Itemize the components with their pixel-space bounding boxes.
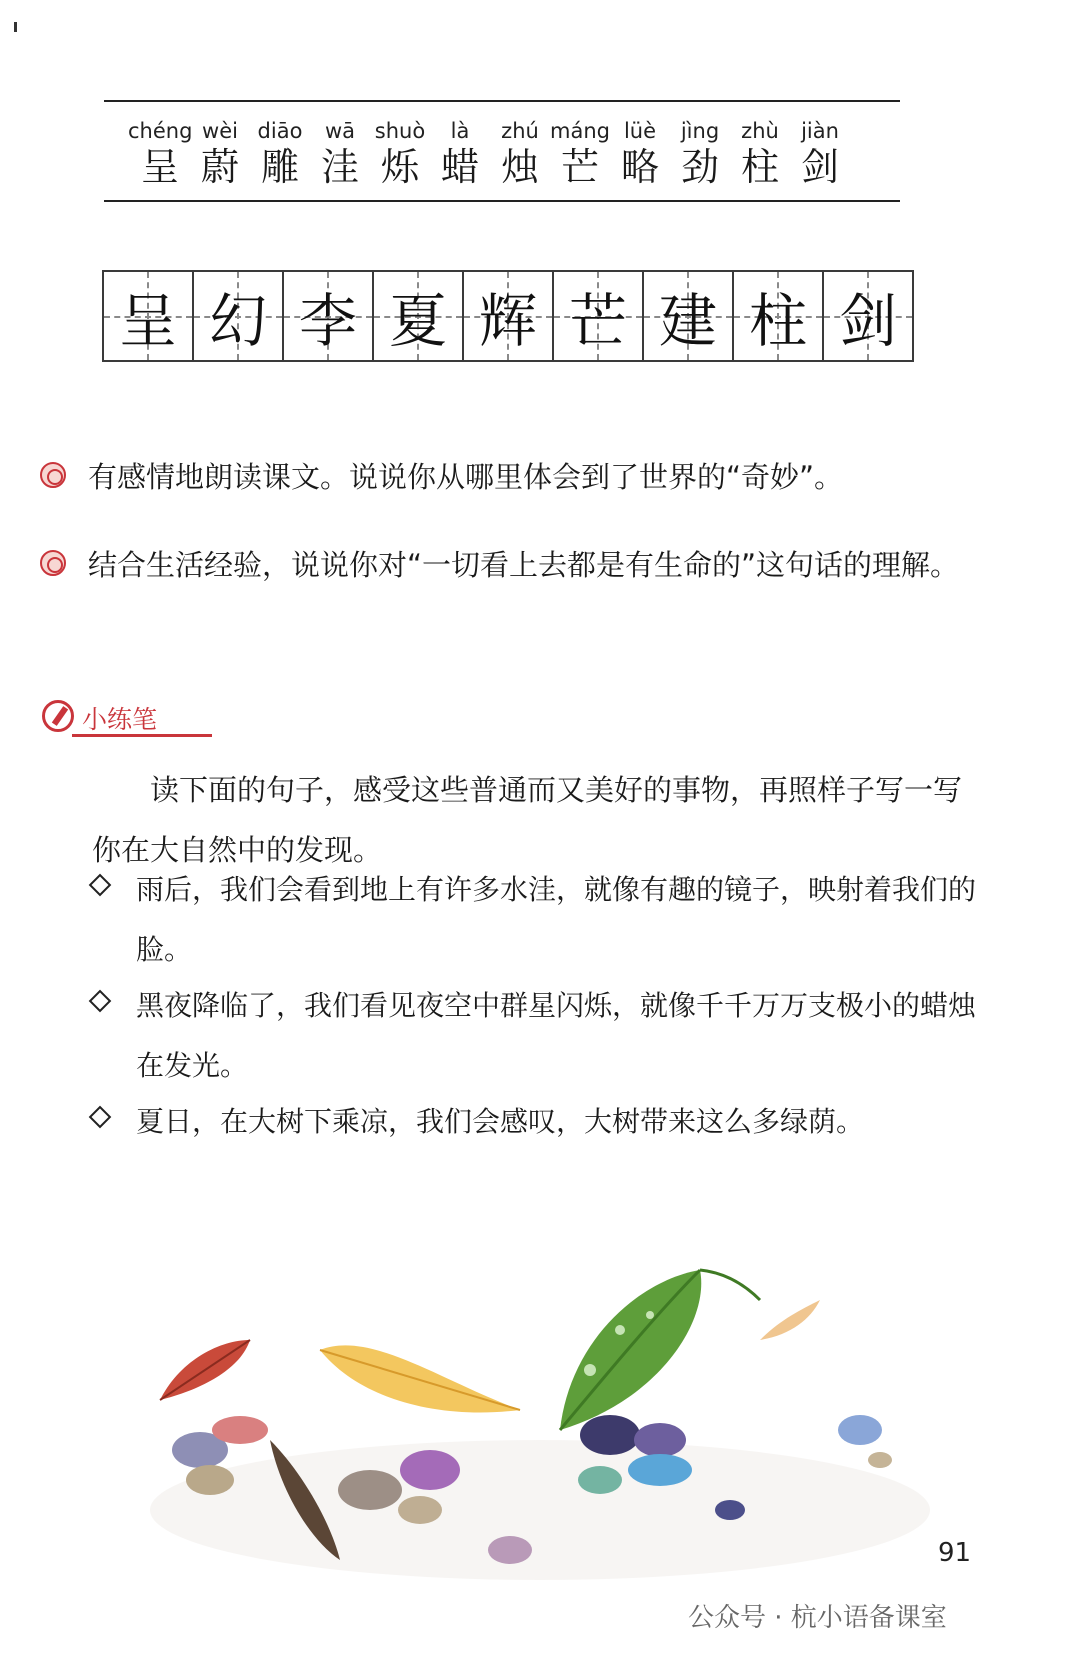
practice-title: 小练笔 xyxy=(82,705,158,734)
writing-cell xyxy=(374,272,464,360)
watermark: 公众号 · 杭小语备课室 xyxy=(688,1603,947,1633)
vocab-item xyxy=(548,118,612,190)
diamond-bullet-icon xyxy=(89,874,112,897)
vocab-item xyxy=(188,118,252,190)
writing-cell xyxy=(554,272,644,360)
pen-icon xyxy=(42,700,74,732)
writing-cell xyxy=(104,272,194,360)
vocab-char: 剑 xyxy=(800,145,839,189)
vocab-pinyin: shuò xyxy=(374,119,426,143)
example-item xyxy=(92,1092,982,1152)
question-bullet-icon xyxy=(40,550,66,576)
writing-char: 建 xyxy=(658,287,717,355)
vocab-bottom-rule xyxy=(104,200,900,202)
vocab-char: 蜡 xyxy=(440,145,479,189)
vocab-char: 洼 xyxy=(320,145,359,189)
writing-char: 幻 xyxy=(208,287,267,355)
vocab-pinyin: diāo xyxy=(257,119,303,143)
vocab-item xyxy=(728,118,792,190)
nature-illustration xyxy=(140,1260,940,1590)
writing-char: 夏 xyxy=(388,287,447,355)
writing-char: 剑 xyxy=(838,287,897,355)
vocab-char: 烁 xyxy=(380,145,419,189)
question-2 xyxy=(40,536,1000,594)
vocab-item xyxy=(788,118,852,190)
vocab-pinyin: zhù xyxy=(741,119,779,143)
vocab-pinyin: jiàn xyxy=(801,119,839,143)
writing-cell xyxy=(194,272,284,360)
vocab-char: 蔚 xyxy=(200,145,239,189)
writing-char: 李 xyxy=(298,287,357,355)
vocab-char: 劲 xyxy=(680,145,719,189)
question-text: 结合生活经验，说说你对“一切看上去都是有生命的”这句话的理解。 xyxy=(88,548,960,582)
vocab-char: 雕 xyxy=(260,145,299,189)
vocab-pinyin: wèi xyxy=(202,119,238,143)
writing-cell xyxy=(734,272,824,360)
vocab-pinyin: lüè xyxy=(623,119,657,143)
question-bullet-icon xyxy=(40,462,66,488)
writing-char: 呈 xyxy=(118,287,177,355)
vocab-char: 烛 xyxy=(500,145,539,189)
writing-cell xyxy=(284,272,374,360)
vocab-item xyxy=(488,118,552,190)
vocab-pinyin: là xyxy=(450,119,470,143)
vocab-pinyin: wā xyxy=(324,119,356,143)
vocab-item xyxy=(428,118,492,190)
vocab-char: 略 xyxy=(620,145,659,189)
vocab-item xyxy=(128,118,192,190)
vocab-pinyin: zhú xyxy=(501,119,539,143)
writing-char: 辉 xyxy=(478,287,537,355)
example-text: 夏日，在大树下乘凉，我们会感叹，大树带来这么多绿荫。 xyxy=(136,1105,865,1138)
scan-mark xyxy=(14,22,17,32)
vocab-char: 柱 xyxy=(740,145,779,189)
question-text: 有感情地朗读课文。说说你从哪里体会到了世界的“奇妙”。 xyxy=(88,460,844,494)
writing-cell xyxy=(464,272,554,360)
vocab-item xyxy=(368,118,432,190)
writing-char: 芒 xyxy=(568,287,627,355)
vocab-pinyin: máng xyxy=(550,119,610,143)
diamond-bullet-icon xyxy=(89,990,112,1013)
vocab-pinyin: jìng xyxy=(680,119,720,143)
page-number: 91 xyxy=(938,1538,972,1568)
vocab-item xyxy=(308,118,372,190)
vocab-pinyin: chéng xyxy=(128,119,193,143)
vocab-char: 呈 xyxy=(140,145,179,189)
vocab-item xyxy=(668,118,732,190)
vocab-item xyxy=(248,118,312,190)
vocab-top-rule xyxy=(104,100,900,102)
example-item xyxy=(92,976,982,1096)
example-text: 黑夜降临了，我们看见夜空中群星闪烁，就像千千万万支极小的蜡烛在发光。 xyxy=(136,989,977,1082)
practice-title-underline xyxy=(72,734,212,737)
practice-intro: 读下面的句子，感受这些普通而又美好的事物，再照样子写一写你在大自然中的发现。 xyxy=(92,773,963,867)
example-item xyxy=(92,860,982,980)
diamond-bullet-icon xyxy=(89,1106,112,1129)
writing-cell xyxy=(644,272,734,360)
example-text: 雨后，我们会看到地上有许多水洼，就像有趣的镜子，映射着我们的脸。 xyxy=(136,873,977,966)
question-1 xyxy=(40,448,1000,506)
writing-grid xyxy=(102,270,914,362)
writing-cell xyxy=(824,272,912,360)
vocab-item xyxy=(608,118,672,190)
vocab-char: 芒 xyxy=(560,145,599,189)
writing-char: 柱 xyxy=(748,287,807,355)
